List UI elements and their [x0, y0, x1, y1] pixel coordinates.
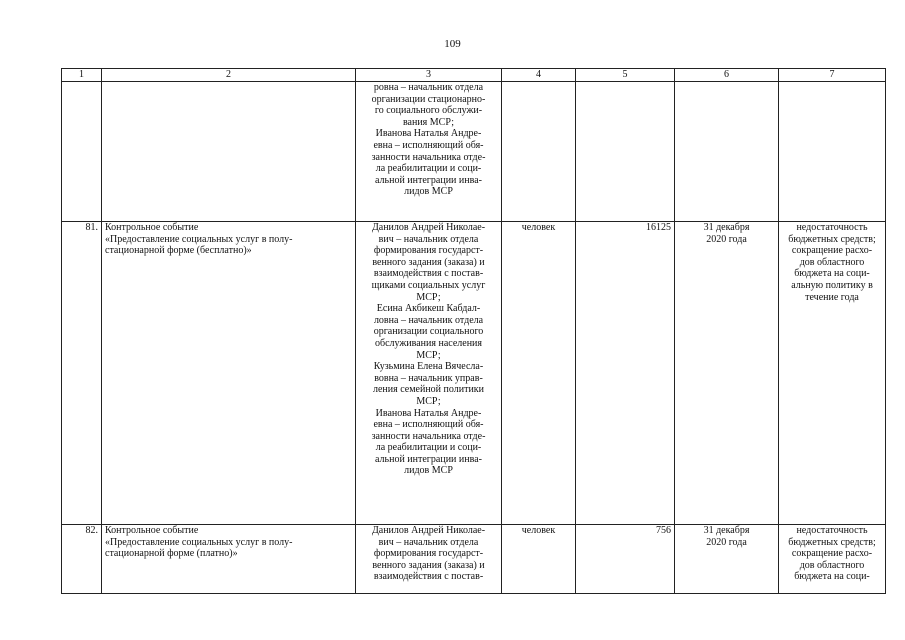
text-line: ления семейной политики [372, 384, 485, 396]
text-line: занности начальника отде- [371, 151, 486, 163]
column-header: 1 [62, 69, 102, 82]
deadline-cell [675, 222, 779, 525]
table-row [62, 525, 886, 594]
column-number-row [62, 69, 886, 82]
text-line: дов областного [799, 256, 865, 268]
text-line: сокращение расхо- [791, 245, 873, 257]
text-line: течение года [805, 291, 859, 303]
text-line: Данилов Андрей Николае- [371, 525, 486, 536]
text-line: формирования государст- [373, 245, 484, 257]
value-cell [576, 82, 675, 222]
table-row [62, 222, 886, 525]
text-line: го социального обслужи- [374, 105, 483, 117]
deadline-cell [675, 82, 779, 222]
text-line: занности начальника отде- [371, 430, 486, 442]
text-line: бюджетных средств; [788, 233, 876, 245]
text-line: стационарной форме (бесплатно)» [105, 245, 252, 257]
text-line: Иванова Наталья Андре- [375, 407, 482, 419]
text-line: МСР; [416, 349, 441, 361]
page-number: 109 [444, 38, 461, 50]
row-number-cell [62, 82, 102, 222]
column-header: 5 [576, 69, 675, 82]
text-line: 31 декабря [703, 222, 750, 233]
responsible-cell [356, 222, 502, 525]
text-line: бюджета на соци- [794, 268, 870, 280]
event-name-cell [102, 82, 356, 222]
risks-cell [779, 525, 886, 594]
value-cell: 756 [576, 525, 675, 594]
text-line: 2020 года [706, 536, 747, 548]
responsible-cell [356, 525, 502, 594]
text-line: недостаточность [796, 525, 868, 536]
event-name-cell [102, 222, 356, 525]
risks-cell [779, 82, 886, 222]
text-line: ровна – начальник отдела [373, 82, 484, 93]
text-line: Иванова Наталья Андре- [375, 128, 482, 140]
text-line: взаимодействия с постав- [373, 268, 484, 280]
text-line: вич – начальник отдела [378, 536, 479, 548]
row-number-cell: 82. [62, 525, 102, 594]
value-cell: 16125 [576, 222, 675, 525]
text-line: стационарной форме (платно)» [105, 548, 238, 560]
event-name-cell [102, 525, 356, 594]
text-line: недостаточность [796, 222, 868, 233]
text-line: ла реабилитации и соци- [375, 442, 482, 454]
unit-cell: человек [502, 222, 576, 525]
text-line: 31 декабря [703, 525, 750, 536]
text-line: Кузьмина Елена Вячесла- [373, 361, 484, 373]
column-header: 7 [779, 69, 886, 82]
text-line: венного задания (заказа) и [372, 256, 485, 268]
text-line: евна – исполняющий обя- [373, 139, 484, 151]
column-header: 2 [102, 69, 356, 82]
text-line: МСР; [416, 395, 441, 407]
text-line: бюджетных средств; [788, 536, 876, 548]
text-line: дов областного [799, 559, 865, 571]
table-row [62, 82, 886, 222]
column-header: 6 [675, 69, 779, 82]
text-line: формирования государст- [373, 548, 484, 560]
risks-cell [779, 222, 886, 525]
text-line: МСР; [416, 291, 441, 303]
responsible-cell [356, 82, 502, 222]
text-line: ловна – начальник отдела [373, 314, 484, 326]
text-line: вовна – начальник управ- [374, 372, 483, 384]
text-line: Контрольное событие [105, 222, 199, 233]
column-header: 4 [502, 69, 576, 82]
text-line: «Предоставление социальных услуг в полу- [105, 536, 293, 548]
text-line: евна – исполняющий обя- [373, 419, 484, 431]
text-line: щиками социальных услуг [371, 279, 486, 291]
text-line: организации стационарно- [371, 93, 486, 105]
unit-cell [502, 82, 576, 222]
text-line: альную политику в [791, 279, 873, 291]
text-line: взаимодействия с постав- [373, 571, 484, 583]
text-line: 2020 года [706, 233, 747, 245]
text-line: ла реабилитации и соци- [375, 163, 482, 175]
row-number-cell: 81. [62, 222, 102, 525]
text-line: обслуживания населения [375, 337, 482, 349]
text-line: вания МСР; [402, 116, 455, 128]
text-line: Есина Акбикеш Кабдал- [376, 303, 481, 315]
column-header: 3 [356, 69, 502, 82]
text-line: альной интеграции инва- [375, 453, 482, 465]
text-line: бюджета на соци- [794, 571, 870, 583]
deadline-cell [675, 525, 779, 594]
text-line: лидов МСР [404, 186, 453, 198]
text-line: альной интеграции инва- [375, 174, 482, 186]
unit-cell: человек [502, 525, 576, 594]
text-line: Данилов Андрей Николае- [371, 222, 486, 233]
text-line: организации социального [373, 326, 484, 338]
text-line: вич – начальник отдела [378, 233, 479, 245]
text-line: венного задания (заказа) и [372, 559, 485, 571]
text-line: лидов МСР [404, 465, 453, 477]
text-line: Контрольное событие [105, 525, 199, 536]
plan-table [61, 68, 886, 594]
text-line: «Предоставление социальных услуг в полу- [105, 233, 293, 245]
text-line: сокращение расхо- [791, 548, 873, 560]
